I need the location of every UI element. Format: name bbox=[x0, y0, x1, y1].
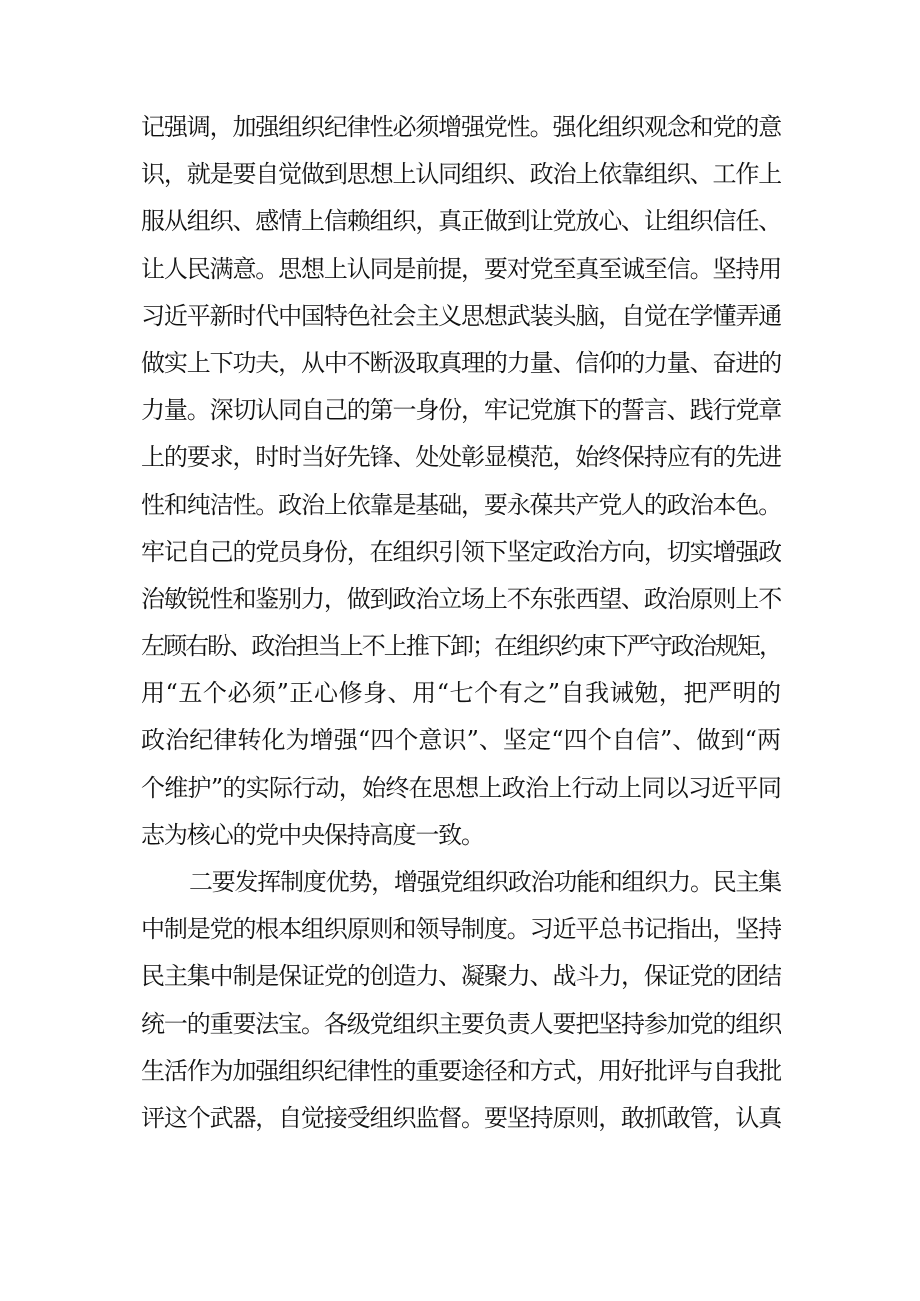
text-line: 统一的重要法宝。各级党组织主要负责人要把坚持参加党的组织 bbox=[141, 1009, 781, 1038]
text-line: 做实上下功夫，从中不断汲取真理的力量、信仰的力量、奋进的 bbox=[141, 348, 781, 377]
text-line: 左顾右盼、政治担当上不上推下卸；在组织约束下严守政治规矩， bbox=[141, 632, 781, 661]
text-line: 评这个武器，自觉接受组织监督。要坚持原则，敢抓敢管，认真 bbox=[141, 1103, 781, 1132]
text-line: 性和纯洁性。政治上依靠是基础，要永葆共产党人的政治本色。 bbox=[141, 490, 781, 519]
body-text bbox=[141, 104, 781, 1142]
paragraph-2 bbox=[141, 859, 781, 1142]
text-line: 民主集中制是保证党的创造力、凝聚力、战斗力，保证党的团结 bbox=[141, 962, 781, 991]
text-line: 识，就是要自觉做到思想上认同组织、政治上依靠组织、工作上 bbox=[141, 160, 781, 189]
text-line: 政治纪律转化为增强“四个意识”、坚定“四个自信”、做到“两 bbox=[141, 726, 781, 755]
text-line: 中制是党的根本组织原则和领导制度。习近平总书记指出，坚持 bbox=[141, 915, 781, 944]
text-line: 力量。深切认同自己的第一身份，牢记党旗下的誓言、践行党章 bbox=[141, 396, 781, 425]
text-line: 习近平新时代中国特色社会主义思想武装头脑，自觉在学懂弄通 bbox=[141, 301, 781, 330]
text-line: 志为核心的党中央保持高度一致。 bbox=[141, 820, 484, 849]
text-line: 记强调，加强组织纪律性必须增强党性。强化组织观念和党的意 bbox=[141, 113, 781, 141]
text-line: 治敏锐性和鉴别力，做到政治立场上不东张西望、政治原则上不 bbox=[141, 584, 781, 613]
text-line: 牢记自己的党员身份，在组织引领下坚定政治方向，切实增强政 bbox=[141, 537, 781, 566]
text-line: 让人民满意。思想上认同是前提，要对党至真至诚至信。坚持用 bbox=[141, 254, 781, 283]
text-line: 生活作为加强组织纪律性的重要途径和方式，用好批评与自我批 bbox=[141, 1056, 781, 1085]
text-line: 服从组织、感情上信赖组织，真正做到让党放心、让组织信任、 bbox=[141, 207, 781, 236]
paragraph-1 bbox=[141, 104, 781, 859]
text-line: 个维护”的实际行动，始终在思想上政治上行动上同以习近平同 bbox=[141, 773, 781, 802]
text-line: 用“五个必须”正心修身、用“七个有之”自我诫勉，把严明的 bbox=[141, 679, 781, 708]
text-line: 二要发挥制度优势，增强党组织政治功能和组织力。民主集 bbox=[189, 868, 781, 896]
text-line: 上的要求，时时当好先锋、处处彰显模范，始终保持应有的先进 bbox=[141, 443, 781, 472]
